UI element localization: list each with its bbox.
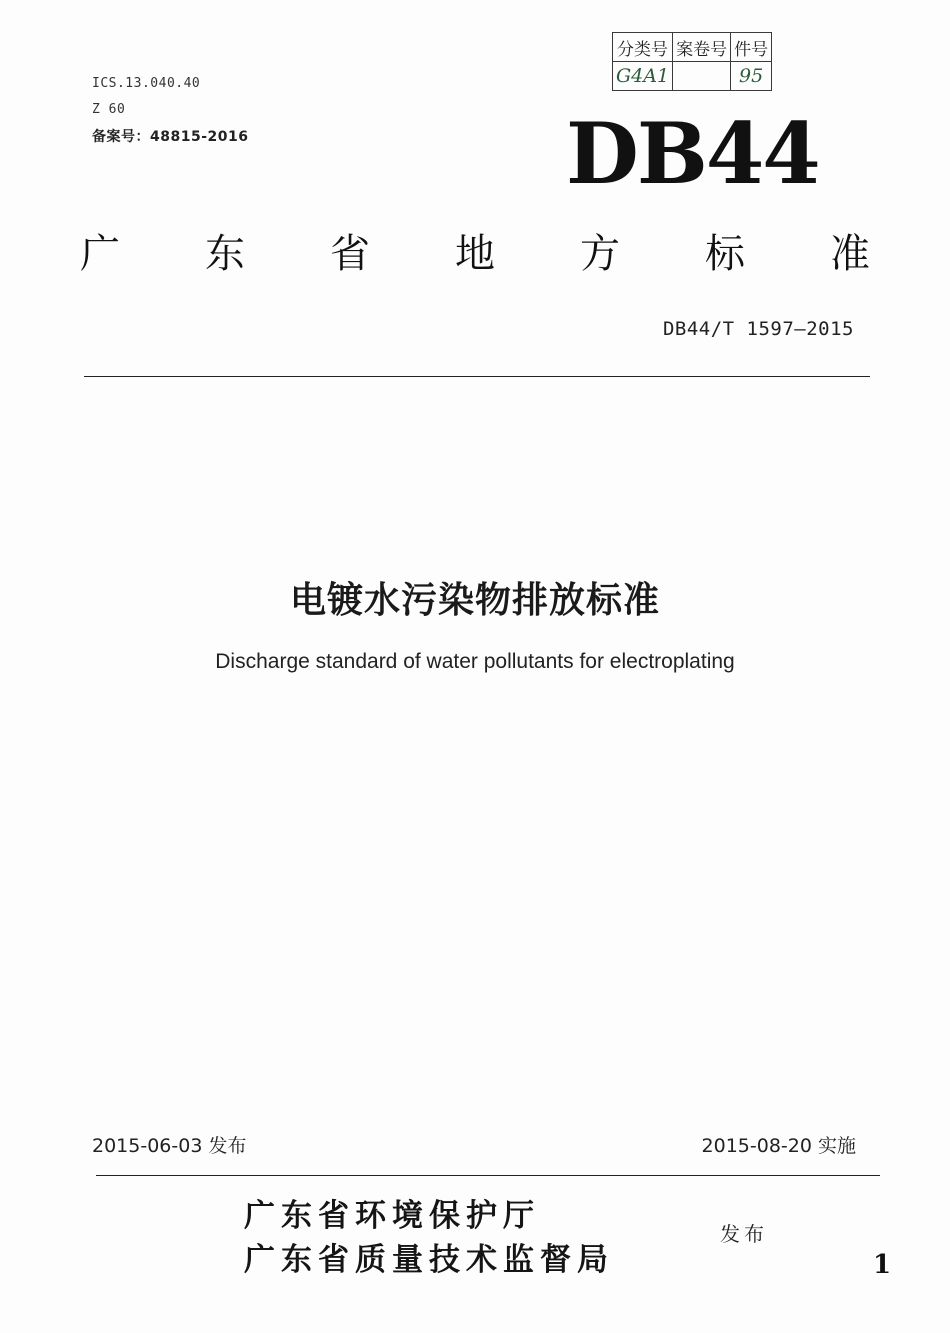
bottom-divider [96, 1175, 880, 1176]
page-number: 1 [873, 1250, 892, 1280]
archive-header-category: 分类号 [613, 33, 673, 62]
archive-box [612, 32, 772, 91]
effective-date: 2015-08-20 实施 [701, 1135, 856, 1157]
archive-value-category: G4A1 [613, 62, 673, 91]
title-chinese: 电镀水污染物排放标准 [289, 580, 660, 621]
standard-type [80, 222, 870, 279]
filing-number: 备案号：48815-2016 [92, 129, 249, 145]
archive-value-item: 95 [731, 62, 772, 91]
top-divider [84, 376, 870, 377]
publish-label: 发布 [720, 1222, 768, 1246]
issuer-quality-bureau: 广东省质量技术监督局 [244, 1242, 614, 1278]
issuer-environment-dept: 广东省环境保护厅 [244, 1198, 540, 1234]
standard-type-char: 省 [330, 231, 370, 277]
archive-value-file [673, 62, 731, 91]
standard-type-char: 准 [830, 231, 870, 277]
title-english: Discharge standard of water pollutants for electroplating [215, 650, 735, 673]
archive-header-item: 件号 [731, 33, 772, 62]
classification-code: Z 60 [92, 102, 126, 117]
standard-type-char: 地 [455, 231, 495, 277]
standard-type-char: 广 [80, 231, 120, 277]
ics-code: ICS.13.040.40 [92, 76, 201, 91]
standard-type-char: 东 [205, 231, 245, 277]
release-date: 2015-06-03 发布 [92, 1135, 247, 1157]
standard-number: DB44/T 1597—2015 [662, 318, 854, 340]
db44-logo: DB44 [566, 104, 819, 203]
archive-header-file: 案卷号 [673, 33, 731, 62]
standard-type-char: 标 [705, 231, 745, 277]
standard-type-char: 方 [580, 231, 620, 277]
